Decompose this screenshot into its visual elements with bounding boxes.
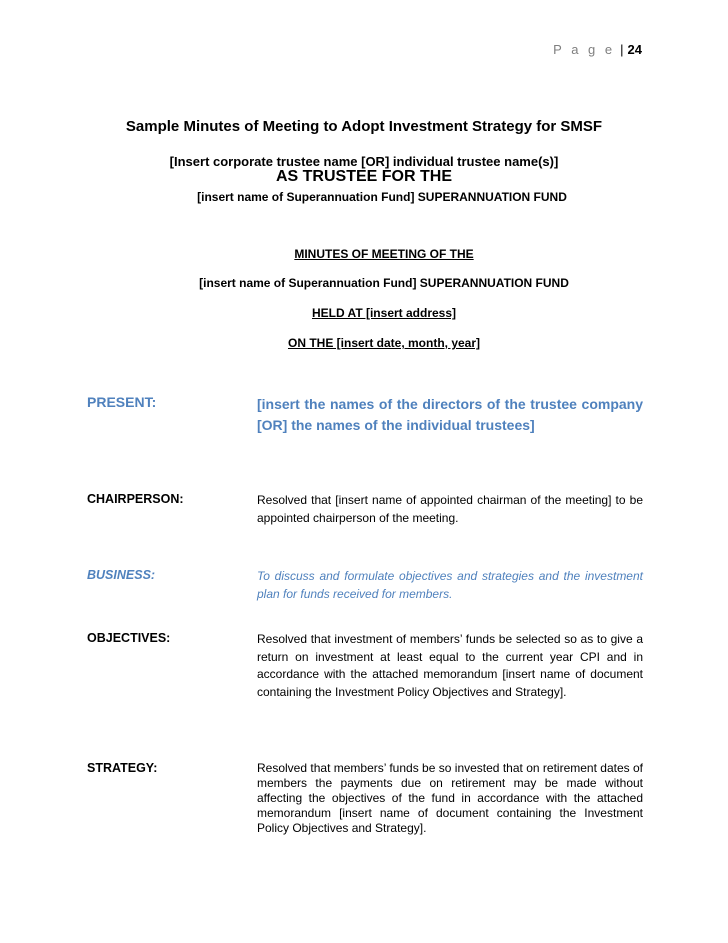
present-section	[87, 394, 643, 436]
strategy-text: Resolved that members’ funds be so invested that on retirement dates of members the payments due on retirement may be made without affecting the objectives of the fund in accordance with the attached memorandum [insert name of document containing the Investment Policy Objectives and Strategy].	[257, 761, 643, 835]
present-text: [insert the names of the directors of the trustee company [OR] the names of the individual trustees]	[257, 396, 643, 433]
minutes-heading	[20, 247, 728, 261]
objectives-label: OBJECTIVES:	[87, 631, 171, 645]
trustee-name-line: [Insert corporate trustee name [OR] individual trustee name(s)]	[169, 154, 559, 169]
document-title: Sample Minutes of Meeting to Adopt Investment Strategy for SMSF	[125, 118, 603, 135]
chairperson-label: CHAIRPERSON:	[87, 492, 184, 506]
minutes-heading-text: MINUTES OF MEETING OF THE	[294, 247, 474, 261]
strategy-label: STRATEGY:	[87, 761, 158, 775]
present-label: PRESENT:	[87, 394, 157, 410]
page-header	[553, 42, 642, 57]
business-label: BUSINESS:	[87, 568, 156, 582]
strategy-section	[87, 761, 643, 836]
chairperson-section	[87, 492, 643, 527]
page-word: P a g e	[553, 42, 616, 57]
held-at-text: HELD AT [insert address]	[311, 306, 457, 320]
page-separator: |	[620, 42, 624, 57]
business-section	[87, 568, 643, 603]
meeting-date-line	[20, 336, 728, 350]
fund-name-line: [insert name of Superannuation Fund] SUPERANNUATION FUND	[197, 190, 567, 204]
objectives-text: Resolved that investment of members’ funds be selected so as to give a return on investment at least equal to the current year CPI and in accordance with the attached memorandum [insert name of document containing the Investment Policy Objectives and Strategy].	[257, 632, 643, 699]
business-text: To discuss and formulate objectives and strategies and the investment plan for funds received for members.	[257, 569, 643, 601]
page-number: 24	[627, 42, 642, 57]
as-trustee-line: AS TRUSTEE FOR THE	[275, 168, 452, 185]
meeting-date-text: ON THE [insert date, month, year]	[287, 336, 481, 350]
held-at-line	[20, 306, 728, 320]
chairperson-text: Resolved that [insert name of appointed chairman of the meeting] to be appointed chairperson of the meeting.	[257, 493, 643, 525]
objectives-section	[87, 631, 643, 701]
meeting-fund-line: [insert name of Superannuation Fund] SUPERANNUATION FUND	[199, 276, 569, 290]
